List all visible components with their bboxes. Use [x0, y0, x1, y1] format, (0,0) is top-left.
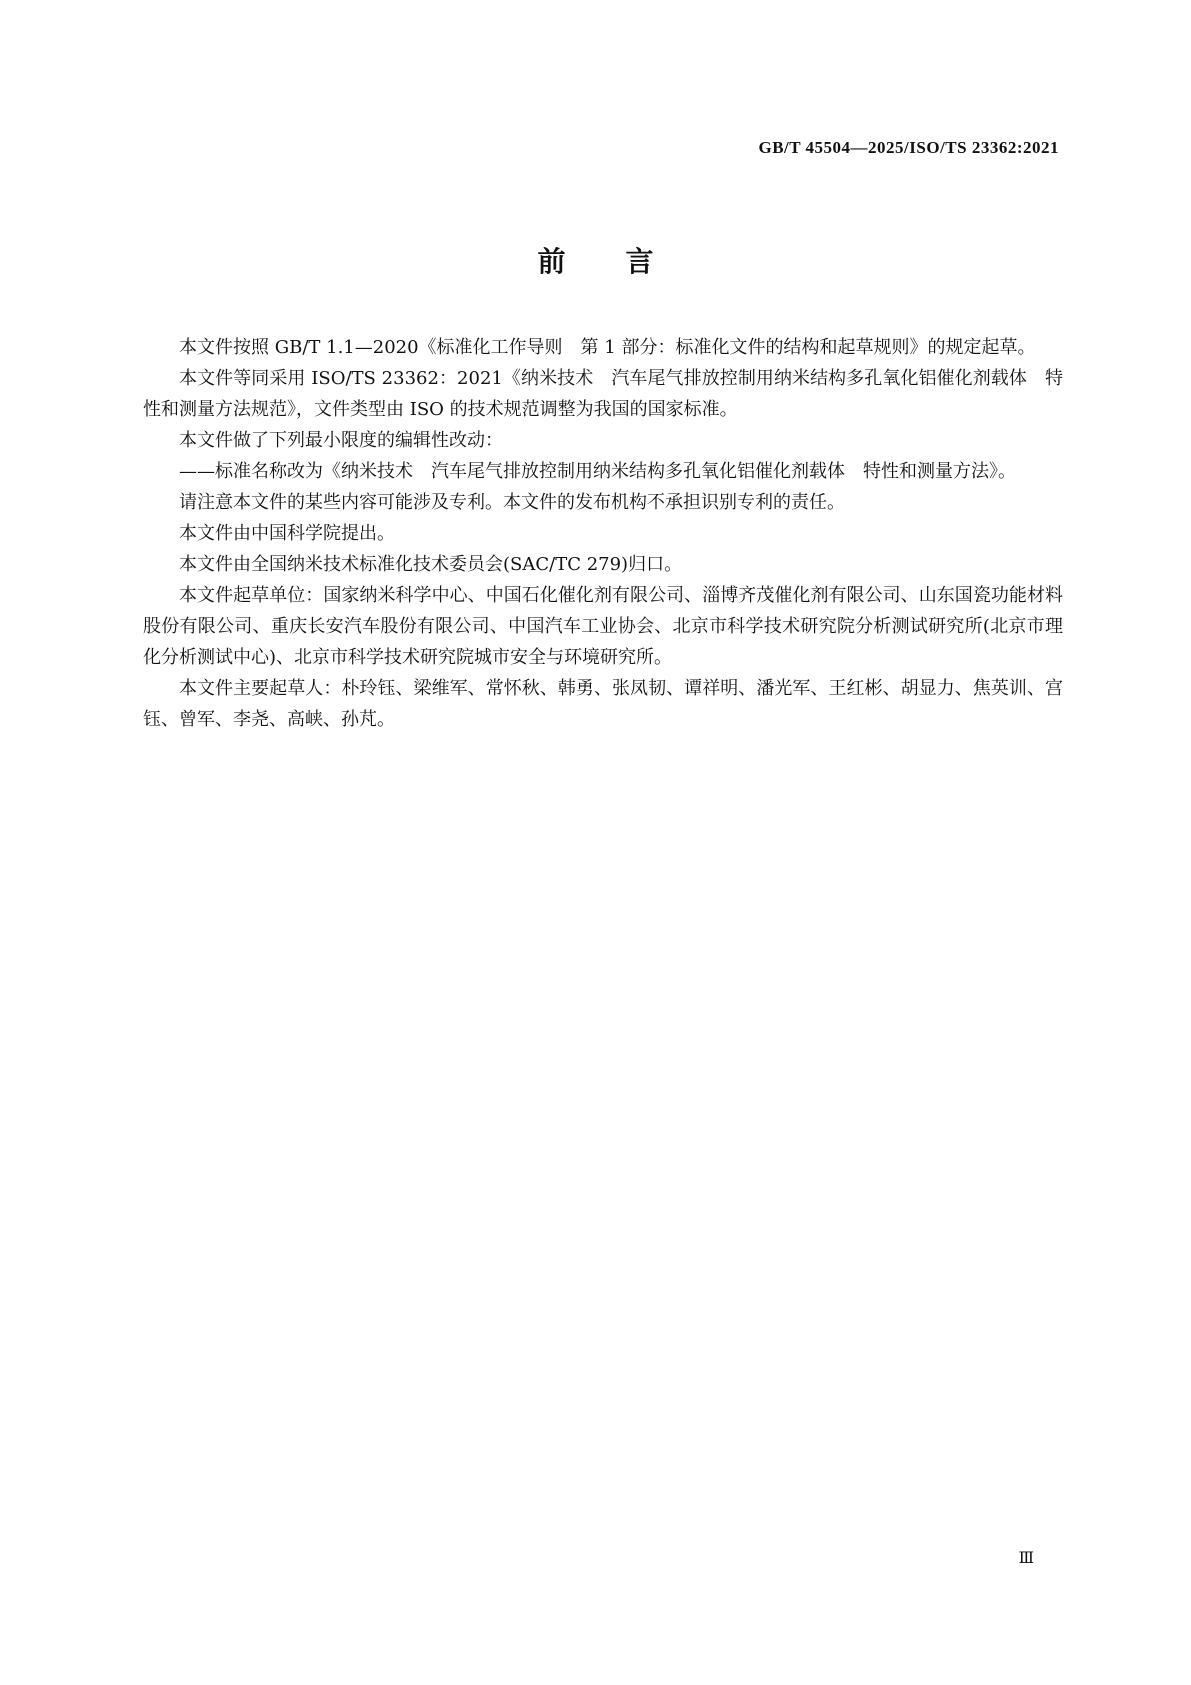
page-title: [0, 240, 1191, 280]
paragraph-drafting-rules: 本文件按照 GB/T 1.1—2020《标准化工作导则 第 1 部分：标准化文件的结构和起草规则》的规定起草。: [179, 337, 1036, 358]
standard-code: GB/T 45504—2025/ISO/TS 23362:2021: [758, 138, 1059, 157]
paragraph-patent-notice: 请注意本文件的某些内容可能涉及专利。本文件的发布机构不承担识别专利的责任。: [179, 492, 845, 513]
paragraph-drafters: 本文件主要起草人：朴玲钰、梁维军、常怀秋、韩勇、张凤韧、谭祥明、潘光军、王红彬、胡显力、焦英训、宫钰、曾军、李尧、高峡、孙芃。: [143, 678, 1063, 730]
title-char-2: 言: [625, 245, 654, 278]
page-number: Ⅲ: [1018, 1550, 1034, 1567]
paragraph-committee: 本文件由全国纳米技术标准化技术委员会(SAC/TC 279)归口。: [179, 554, 683, 575]
paragraph-proposer: 本文件由中国科学院提出。: [179, 523, 395, 544]
paragraph-drafting-units: 本文件起草单位：国家纳米科学中心、中国石化催化剂有限公司、淄博齐茂催化剂有限公司、山东国瓷功能材料股份有限公司、重庆长安汽车股份有限公司、中国汽车工业协会、北京市科学技术研究院分析测试研究所(北京市理化分析测试中心)、北京市科学技术研究院城市安全与环境研究所。: [143, 585, 1063, 668]
paragraph-equivalence: 本文件等同采用 ISO/TS 23362：2021《纳米技术 汽车尾气排放控制用纳米结构多孔氧化铝催化剂载体 特性和测量方法规范》，文件类型由 ISO 的技术规范调整为我国的国家标准。: [143, 368, 1063, 420]
list-item-title-change: ——标准名称改为《纳米技术 汽车尾气排放控制用纳米结构多孔氧化铝催化剂载体 特性和测量方法》。: [179, 461, 1016, 482]
title-char-1: 前: [537, 245, 566, 278]
paragraph-editorial-changes: 本文件做了下列最小限度的编辑性改动：: [179, 430, 503, 451]
foreword-body: [143, 332, 1063, 735]
